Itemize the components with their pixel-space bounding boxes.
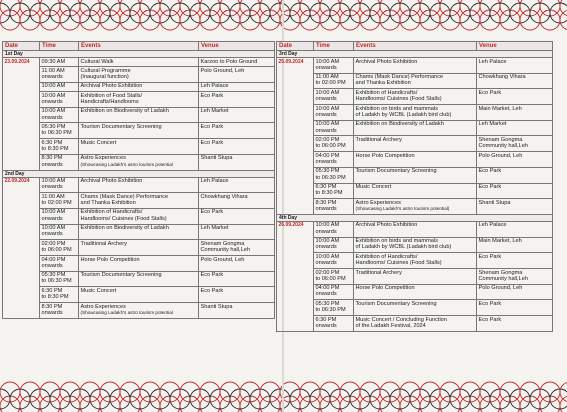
table-row (277, 167, 553, 183)
event-time: 6:30 PM to 8:30 PM (314, 183, 354, 199)
table-row (277, 221, 553, 237)
header-date: Date (3, 42, 40, 51)
event-name: Tourism Documentary Screening (355, 168, 437, 175)
event-name: Chams (Mask Dance) Performance and Thanka Exhibition (80, 193, 169, 206)
event-name: Exhibition on birds and mammals of Ladakh by WCBL (Ladakh bird club) (355, 105, 452, 118)
table-row (3, 303, 275, 319)
event-name-cell (79, 139, 199, 155)
event-time: 05:30 PM to 06:30 PM (314, 300, 354, 316)
schedule-table-right (276, 41, 553, 332)
event-name: Exhibition on birds and mammals of Ladakh by WCBL (Ladakh bird club) (355, 238, 452, 251)
event-name: Archival Photo Exhibition (80, 83, 143, 90)
event-name-cell (354, 316, 477, 332)
event-time: 11:00 AM to 02:00 PM (314, 73, 354, 89)
event-name: Horse Polo Competition (80, 256, 140, 263)
event-time: 10:00 AM onwards (40, 177, 79, 193)
event-name: Cultural Walk (80, 58, 114, 65)
event-subtitle: (Showcasing Ladakh's astro tourism potential (80, 309, 173, 315)
event-name: Exhibition on Biodiversity of Ladakh (355, 121, 444, 128)
event-name: Archival Photo Exhibition (355, 222, 418, 229)
event-time: 8:30 PM onwards (40, 154, 79, 170)
day-label: 3rd Day (277, 51, 553, 58)
event-name-cell (79, 240, 199, 256)
event-date: 23.09.2024 (3, 58, 40, 171)
event-venue: Leh Palace (477, 58, 553, 74)
day-label: 4th Day (277, 214, 553, 221)
event-time: 6:30 PM onwards (314, 316, 354, 332)
event-name-cell (79, 67, 199, 83)
event-venue: Leh Palace (199, 177, 275, 193)
event-venue: Polo Ground, Leh (477, 284, 553, 300)
table-row (277, 300, 553, 316)
event-name: Tourism Documentary Screening (355, 300, 437, 307)
table-row (3, 107, 275, 123)
event-name: Chams (Mask Dance) Performance and Thanka Exhibition (355, 74, 444, 87)
table-row (277, 152, 553, 168)
event-name-cell (79, 58, 199, 67)
scallop-arc (550, 3, 567, 23)
header-events: Events (354, 42, 477, 51)
event-name: Exhibition of Handicrafts/ Handlooms/ Cuisines (Food Stalls) (80, 209, 167, 222)
event-time: 09:30 AM (40, 58, 79, 67)
event-name-cell (79, 123, 199, 139)
event-venue: Eco Park (477, 89, 553, 105)
event-name: Tourism Documentary Screening (80, 272, 162, 279)
event-subtitle: (Showcasing Ladakh's astro tourism potential) (355, 205, 450, 211)
event-name: Exhibition of Handicrafts/ Handlooms/ Cuisines (Food Stalls) (355, 253, 442, 267)
event-venue: Leh Market (477, 120, 553, 136)
header-venue: Venue (199, 42, 275, 51)
table-row (277, 89, 553, 105)
event-name-cell (354, 152, 477, 168)
event-time: 10:00 AM onwards (314, 58, 354, 74)
table-row (3, 255, 275, 271)
event-time: 10:00 AM onwards (314, 253, 354, 269)
event-name: Astro Experiences (80, 155, 126, 162)
event-name-cell (79, 303, 199, 319)
event-name: Traditional Archery (355, 137, 402, 144)
event-time: 02:00 PM to 06:00 PM (314, 136, 354, 152)
table-row (277, 73, 553, 89)
event-name: Exhibition of Food Stalls/ Handicrafts/Handlooms (80, 92, 143, 105)
event-name-cell (354, 120, 477, 136)
scallop-arc (560, 382, 567, 402)
event-name: Astro Experiences (80, 303, 126, 310)
day-header-row (3, 170, 275, 177)
event-time: 8:30 PM onwards (314, 199, 354, 215)
day-header-row (277, 51, 553, 58)
header-time: Time (314, 42, 354, 51)
table-row (3, 193, 275, 209)
table-row (3, 58, 275, 67)
event-time: 10:00 AM onwards (314, 89, 354, 105)
event-venue: Main Market, Leh (477, 237, 553, 253)
event-name-cell (79, 92, 199, 108)
scallop-arc (0, 3, 10, 23)
event-name-cell (79, 82, 199, 91)
table-row (277, 253, 553, 269)
event-name-cell (354, 300, 477, 316)
event-name: Horse Polo Competition (355, 152, 415, 159)
event-date: 25.09.2024 (277, 58, 314, 215)
event-date: 26.09.2024 (277, 221, 314, 331)
event-name-cell (354, 167, 477, 183)
event-venue: Eco Park (477, 253, 553, 269)
event-venue: Polo Ground, Leh (199, 255, 275, 271)
event-venue: Main Market, Leh (477, 105, 553, 121)
event-venue: Eco Park (199, 92, 275, 108)
event-venue: Eco Park (477, 300, 553, 316)
table-row (3, 154, 275, 170)
event-venue: Chowkhang Vihara (199, 193, 275, 209)
table-row (3, 224, 275, 240)
event-venue: Eco Park (477, 167, 553, 183)
scallop-arc (560, 396, 567, 412)
day-label: 1st Day (3, 51, 275, 58)
event-name-cell (354, 284, 477, 300)
table-row (3, 67, 275, 83)
event-name-cell (79, 154, 199, 170)
event-time: 10:00 AM onwards (40, 224, 79, 240)
event-time: 10:00 AM (40, 82, 79, 91)
event-time: 6:30 PM to 8:30 PM (40, 139, 79, 155)
event-name: Traditional Archery (355, 269, 402, 276)
event-name-cell (354, 105, 477, 121)
scallop-arc (560, 0, 567, 16)
table-row (277, 58, 553, 74)
table-row (3, 139, 275, 155)
event-subtitle: (Showcasing Ladakh's astro tourism potential (80, 161, 173, 167)
event-time: 10:00 AM onwards (40, 208, 79, 224)
header-time: Time (40, 42, 79, 51)
event-name: Archival Photo Exhibition (355, 58, 418, 65)
event-name: Music Concert (80, 139, 117, 146)
event-venue: Eco Park (199, 287, 275, 303)
table-row (277, 120, 553, 136)
table-header-row (277, 42, 553, 51)
table-row (277, 199, 553, 215)
event-time: 02:00 PM to 06:00 PM (314, 268, 354, 284)
table-row (277, 268, 553, 284)
event-time: 11:00 AM to 02:00 PM (40, 193, 79, 209)
event-name-cell (79, 193, 199, 209)
event-venue: Eco Park (477, 316, 553, 332)
event-venue: Eco Park (199, 208, 275, 224)
table-row (3, 177, 275, 193)
table-row (277, 183, 553, 199)
event-venue: Shenam Gongma Community hall,Leh (477, 268, 553, 284)
event-venue: Leh Palace (199, 82, 275, 91)
event-venue: Leh Market (199, 224, 275, 240)
table-row (3, 208, 275, 224)
event-name-cell (354, 89, 477, 105)
event-name-cell (79, 287, 199, 303)
event-time: 10:00 AM onwards (314, 221, 354, 237)
event-time: 04:00 PM onwards (314, 284, 354, 300)
event-name-cell (354, 253, 477, 269)
event-venue: Eco Park (199, 123, 275, 139)
event-venue: Eco Park (477, 183, 553, 199)
scallop-arc (560, 10, 567, 30)
scallop-arc (0, 389, 10, 409)
event-time: 05:30 PM to 06:30 PM (314, 167, 354, 183)
event-date: 22.09.2024 (3, 177, 40, 318)
event-time: 8:30 PM onwards (40, 303, 79, 319)
event-name-cell (354, 199, 477, 215)
event-time: 10:00 AM onwards (314, 237, 354, 253)
event-name-cell (354, 183, 477, 199)
event-name-cell (354, 268, 477, 284)
event-name-cell (79, 271, 199, 287)
event-venue: Leh Market (199, 107, 275, 123)
event-name-cell (354, 237, 477, 253)
header-venue: Venue (477, 42, 553, 51)
schedule-table-left (2, 41, 275, 319)
table-row (3, 82, 275, 91)
event-name: Horse Polo Competition (355, 285, 415, 292)
event-name-cell (79, 208, 199, 224)
event-name: Exhibition on Biodiversity of Ladakh (80, 108, 169, 115)
event-venue: Shanti Stupa (199, 303, 275, 319)
table-row (277, 316, 553, 332)
table-row (3, 92, 275, 108)
event-time: 10:00 AM onwards (314, 120, 354, 136)
event-name: Music Concert / Concluding Function of the Ladakh Festival, 2024 (355, 316, 447, 329)
event-name-cell (354, 73, 477, 89)
event-venue: Karzoo to Polo Ground (199, 58, 275, 67)
event-name: Traditional Archery (80, 240, 127, 247)
table-row (3, 287, 275, 303)
event-venue: Polo Ground, Leh (199, 67, 275, 83)
event-name-cell (79, 224, 199, 240)
event-time: 02:00 PM to 06:00 PM (40, 240, 79, 256)
event-name-cell (79, 107, 199, 123)
event-name: Exhibition on Biodiversity of Ladakh (80, 225, 169, 232)
table-row (3, 240, 275, 256)
table-row (3, 123, 275, 139)
event-time: 10:00 AM onwards (40, 107, 79, 123)
scallop-arc (550, 389, 567, 409)
event-name-cell (79, 255, 199, 271)
event-name: Archival Photo Exhibition (80, 178, 143, 185)
event-time: 04:00 PM onwards (40, 255, 79, 271)
event-venue: Shanti Stupa (477, 199, 553, 215)
event-name: Exhibition of Handicrafts/ Handlooms/ Cuisines (Food Stalls) (355, 89, 442, 103)
header-date: Date (277, 42, 314, 51)
day-header-row (3, 51, 275, 58)
event-venue: Eco Park (199, 271, 275, 287)
event-time: 10:00 AM onwards (40, 92, 79, 108)
event-venue: Shanti Stupa (199, 154, 275, 170)
table-row (277, 105, 553, 121)
event-time: 05:30 PM to 06:30 PM (40, 271, 79, 287)
event-name: Cultural Programme (Inaugural function) (80, 67, 131, 80)
event-name: Tourism Documentary Screening (80, 124, 162, 131)
event-name-cell (354, 136, 477, 152)
event-time: 04:00 PM onwards (314, 152, 354, 168)
event-time: 6:30 PM to 8:30 PM (40, 287, 79, 303)
table-row (277, 237, 553, 253)
day-header-row (277, 214, 553, 221)
event-venue: Shenam Gongma Community hall,Leh (477, 136, 553, 152)
event-venue: Eco Park (199, 139, 275, 155)
event-venue: Chowkhang Vihara (477, 73, 553, 89)
event-time: 10:00 AM onwards (314, 105, 354, 121)
event-name: Astro Experiences (355, 199, 401, 206)
table-row (277, 136, 553, 152)
event-venue: Polo Ground, Leh (477, 152, 553, 168)
event-name: Music Concert (355, 184, 392, 191)
event-name: Music Concert (80, 287, 117, 294)
day-label: 2nd Day (3, 170, 275, 177)
table-row (277, 284, 553, 300)
event-venue: Shenam Gongma Community hall,Leh (199, 240, 275, 256)
event-name-cell (354, 58, 477, 74)
event-time: 05:30 PM to 06:30 PM (40, 123, 79, 139)
table-row (3, 271, 275, 287)
event-time: 11:00 AM onwards (40, 67, 79, 83)
event-name-cell (354, 221, 477, 237)
table-header-row (3, 42, 275, 51)
header-events: Events (79, 42, 199, 51)
event-venue: Leh Palace (477, 221, 553, 237)
event-name-cell (79, 177, 199, 193)
